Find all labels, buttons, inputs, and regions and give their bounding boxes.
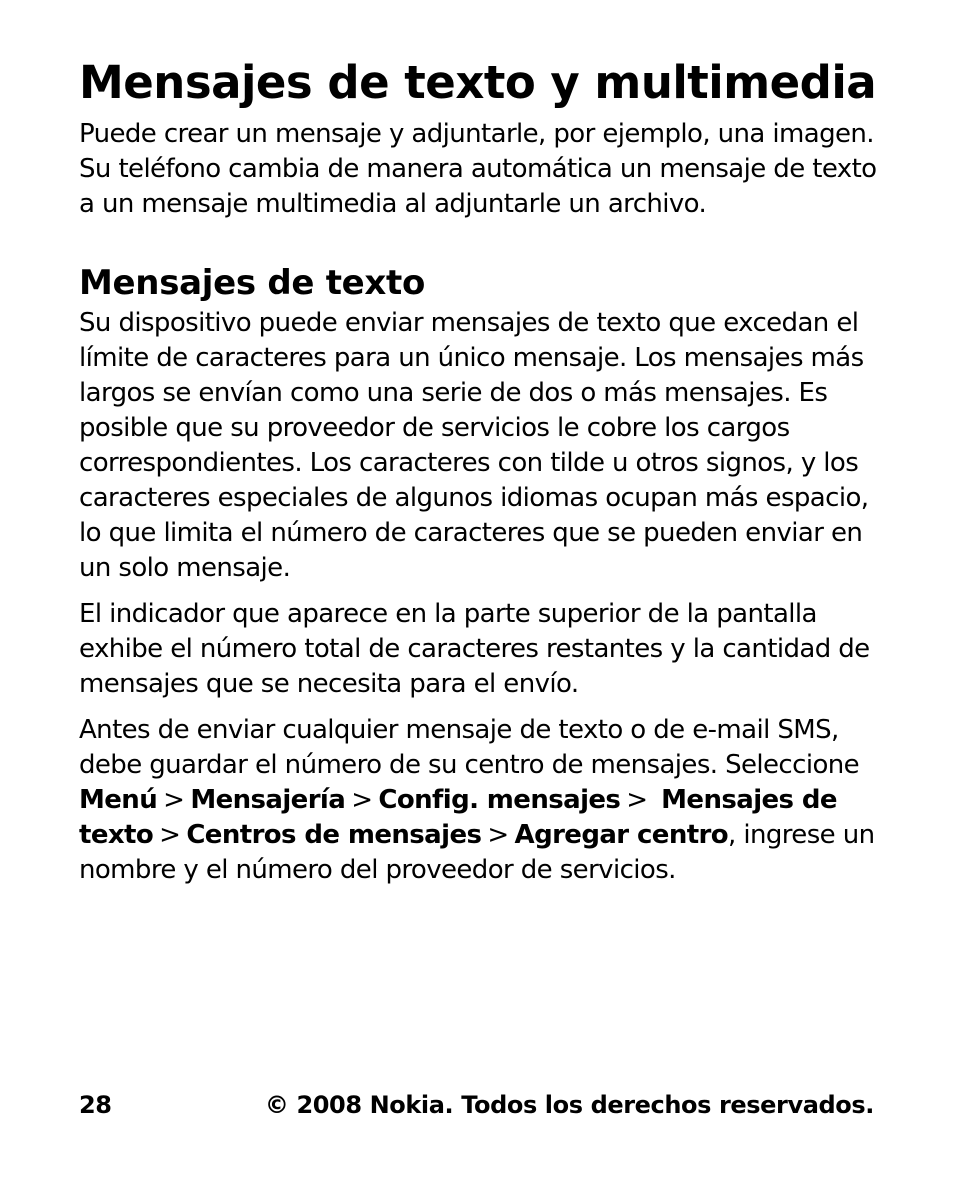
path-separator: > <box>626 785 648 815</box>
section-paragraph-1: Su dispositivo puede enviar mensajes de texto que excedan el límite de caracteres para un único mensaje. Los mensajes más largos se envían como una serie de dos o más mensajes. Es posible que su proveedor de servicios le cobre los cargos correspondientes. Los caracteres con tilde u otros signos, y los caracteres especiales de algunos idiomas ocupan más espacio, lo que limita el número de caracteres que se pueden enviar en un solo mensaje. <box>79 308 869 583</box>
menu-path-3: Config. mensajes <box>378 785 621 815</box>
menu-path-2: Mensajería <box>190 785 346 815</box>
menu-path-5: Centros de mensajes <box>186 820 482 850</box>
section-heading: Mensajes de texto <box>79 263 426 303</box>
page-footer <box>79 1088 874 1122</box>
section-paragraph-2: El indicador que aparece en la parte superior de la pantalla exhibe el número total de caracteres restantes y la cantidad de mensajes que se necesita para el envío. <box>79 599 870 699</box>
path-separator: > <box>163 785 185 815</box>
document-page <box>79 52 879 888</box>
page-title: Mensajes de texto y multimedia <box>79 56 877 109</box>
path-separator: > <box>159 820 181 850</box>
menu-path-4: Mensajes de texto <box>79 785 837 850</box>
copyright-notice: © 2008 Nokia. Todos los derechos reservados. <box>264 1091 874 1119</box>
paragraph-3-intro: Antes de enviar cualquier mensaje de texto o de e-mail SMS, debe guardar el número de su centro de mensajes. Seleccione <box>79 715 860 780</box>
menu-path-1: Menú <box>79 785 158 815</box>
intro-paragraph: Puede crear un mensaje y adjuntarle, por ejemplo, una imagen. Su teléfono cambia de manera automática un mensaje de texto a un mensaje multimedia al adjuntarle un archivo. <box>79 119 877 219</box>
menu-path-6: Agregar centro <box>514 820 729 850</box>
path-separator: > <box>351 785 373 815</box>
page-number: 28 <box>79 1091 112 1119</box>
section-paragraph-3 <box>79 713 879 888</box>
path-separator: > <box>487 820 509 850</box>
paragraph-3-outro: , ingrese un nombre y el número del proveedor de servicios. <box>79 820 875 885</box>
